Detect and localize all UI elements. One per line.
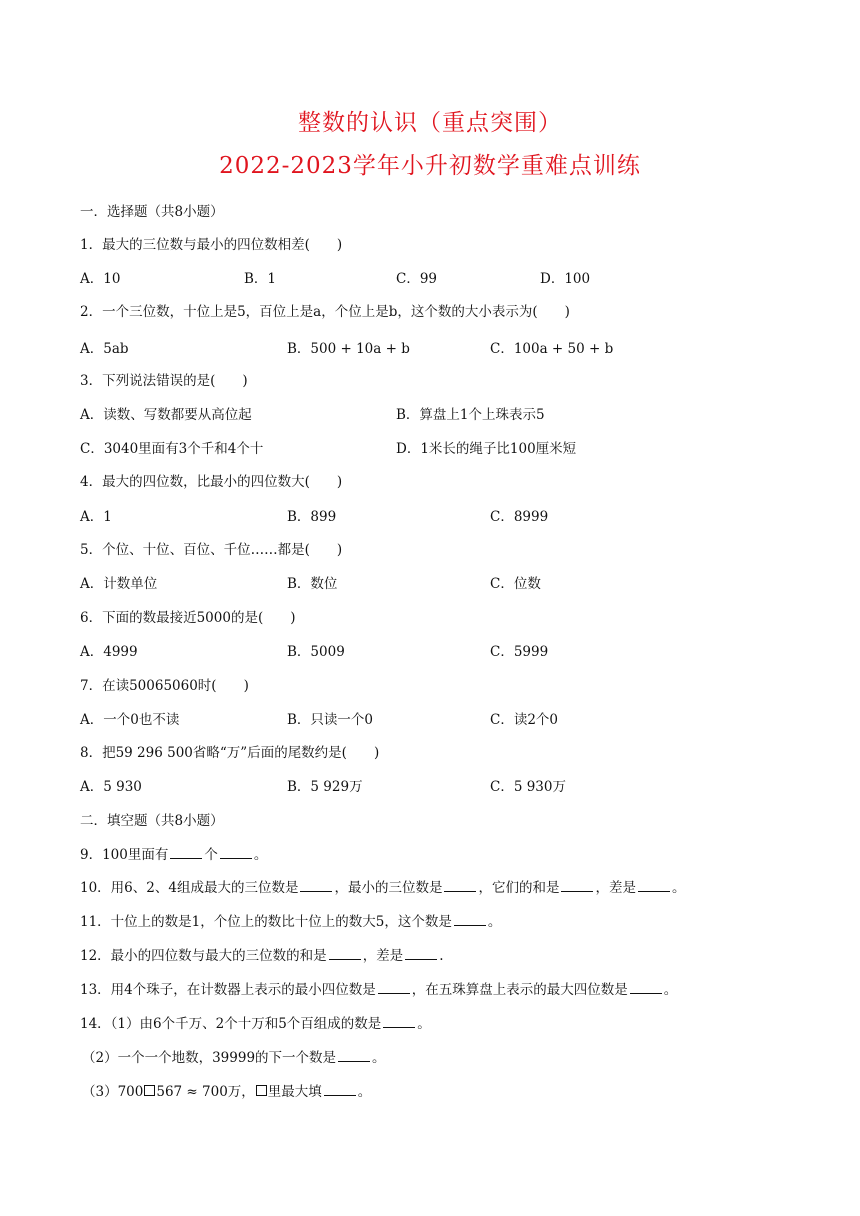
question-14-part-3: （3）700 567 ≈ 700万， 里最大填 。 [82, 1084, 372, 1100]
title-line-2: 2022-2023学年小升初数学重难点训练 [219, 153, 641, 179]
question-1-option-a: A．10 [80, 271, 121, 287]
question-7-option-c: C．读2个0 [490, 712, 559, 728]
question-7-stem: 7．在读50065060时( ) [80, 678, 249, 694]
question-11: 11．十位上的数是1，个位上的数比十位上的数大5，这个数是 。 [80, 914, 502, 930]
question-2-option-c: C．100a + 50 + b [490, 341, 614, 357]
question-5-option-c: C．位数 [490, 576, 541, 592]
question-1-option-c: C．99 [396, 271, 438, 287]
square-box-icon [256, 1085, 267, 1096]
question-14-part-2: （2）一个一个地数，39999的下一个数是 。 [82, 1050, 386, 1066]
square-box-icon [144, 1085, 155, 1096]
question-3-stem: 3．下列说法错误的是( ) [80, 373, 248, 389]
question-8-option-b: B．5 929万 [287, 779, 363, 795]
question-6-option-b: B．5009 [287, 644, 345, 660]
question-8-stem: 8．把59 296 500省略“万”后面的尾数约是( ) [80, 745, 380, 761]
question-7-option-b: B．只读一个0 [287, 712, 374, 728]
title-line-1: 整数的认识（重点突围） [298, 110, 562, 136]
question-7-option-a: A．一个0也不读 [80, 712, 180, 728]
section-fill-heading: 二．填空题（共8小题） [80, 813, 224, 829]
answer-blank[interactable] [630, 981, 662, 994]
answer-blank[interactable] [338, 1049, 370, 1062]
answer-blank[interactable] [220, 846, 252, 859]
question-6-option-a: A．4999 [80, 644, 138, 660]
answer-blank[interactable] [383, 1015, 415, 1028]
question-6-stem: 6．下面的数最接近5000的是( ) [80, 610, 296, 626]
answer-blank[interactable] [444, 879, 476, 892]
question-10: 10．用6、2、4组成最大的三位数是 ，最小的三位数是 ，它们的和是 ，差是 。 [80, 880, 686, 896]
question-2-option-b: B．500 + 10a + b [287, 341, 410, 357]
question-2-stem: 2．一个三位数，十位上是5，百位上是a，个位上是b，这个数的大小表示为( ) [80, 304, 570, 320]
answer-blank[interactable] [638, 879, 670, 892]
question-12: 12．最小的四位数与最大的三位数的和是 ，差是 . [80, 948, 444, 964]
question-8-option-c: C．5 930万 [490, 779, 566, 795]
question-4-option-c: C．8999 [490, 509, 549, 525]
answer-blank[interactable] [454, 913, 486, 926]
answer-blank[interactable] [329, 947, 361, 960]
question-8-option-a: A．5 930 [80, 779, 142, 795]
question-1-option-d: D．100 [540, 271, 591, 287]
question-5-option-b: B．数位 [287, 576, 338, 592]
question-4-stem: 4．最大的四位数，比最小的四位数大( ) [80, 474, 343, 490]
question-3-option-b: B．算盘上1个上珠表示5 [396, 407, 545, 423]
question-2-option-a: A．5ab [80, 341, 129, 357]
question-4-option-b: B．899 [287, 509, 337, 525]
answer-blank[interactable] [561, 879, 593, 892]
answer-blank[interactable] [378, 981, 410, 994]
question-1-stem: 1．最大的三位数与最小的四位数相差( ) [80, 237, 343, 253]
question-5-stem: 5．个位、十位、百位、千位……都是( ) [80, 542, 343, 558]
answer-blank[interactable] [405, 947, 437, 960]
question-3-option-a: A．读数、写数都要从高位起 [80, 407, 252, 423]
question-5-option-a: A．计数单位 [80, 576, 158, 592]
question-4-option-a: A．1 [80, 509, 112, 525]
answer-blank[interactable] [324, 1083, 356, 1096]
answer-blank[interactable] [170, 846, 202, 859]
question-13: 13．用4个珠子，在计数器上表示的最小四位数是 ，在五珠算盘上表示的最大四位数是 。 [80, 982, 678, 998]
question-3-option-c: C．3040里面有3个千和4个十 [80, 441, 264, 457]
section-choice-heading: 一．选择题（共8小题） [80, 204, 224, 220]
question-6-option-c: C．5999 [490, 644, 549, 660]
question-9: 9．100里面有 个 。 [80, 847, 268, 863]
question-1-option-b: B．1 [244, 271, 277, 287]
question-3-option-d: D．1米长的绳子比100厘米短 [396, 441, 577, 457]
question-14-part-1: 14．（1）由6个千万、2个十万和5个百组成的数是 。 [80, 1016, 431, 1032]
answer-blank[interactable] [300, 879, 332, 892]
